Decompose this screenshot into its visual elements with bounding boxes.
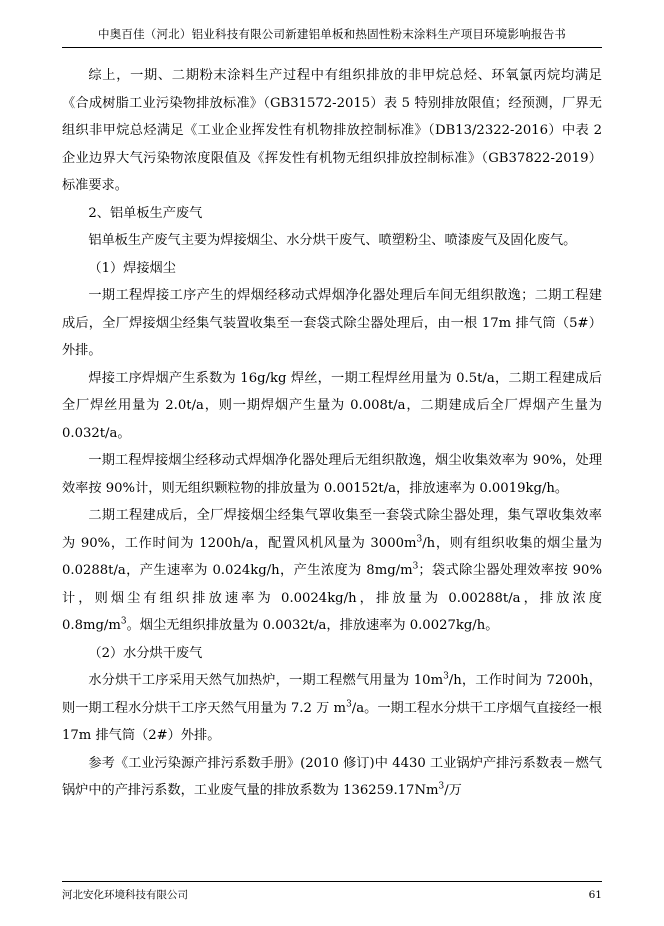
superscript: 3 — [443, 671, 449, 682]
text-segment: 水分烘干工序采用天然气加热炉，一期工程燃气用量为 10m — [88, 673, 444, 688]
footer-page-number: 61 — [588, 889, 602, 901]
superscript: 3 — [346, 699, 352, 710]
paragraph: 铝单板生产废气主要为焊接烟尘、水分烘干废气、喷塑粉尘、喷漆废气及固化废气。 — [88, 233, 577, 248]
text-segment: ；袋式除尘器处理效率按 90%计，则烟尘有组织排放速率为 0.0024kg/h，排放量为 0.00288t/a，排放浓度 0.8mg/m — [62, 563, 602, 633]
superscript: 3 — [412, 561, 419, 572]
paragraph-heading: 2、铝单板生产废气 — [88, 205, 203, 221]
document-body — [62, 62, 602, 805]
paragraph: 焊接工序焊烟产生系数为 16g/kg 焊丝，一期工程焊丝用量为 0.5t/a，二期工程建成后全厂焊丝用量为 2.0t/a，则一期焊烟产生量为 0.008t/a，二期建成后全厂焊烟产生量为 0.032t/a。 — [62, 370, 602, 441]
paragraph: 综上，一期、二期粉末涂料生产过程中有组织排放的非甲烷总烃、环氧氯丙烷均满足《合成树脂工业污染物排放标准》（GB31572-2015）表 5 特别排放限值；经预测，厂界无组织非甲烷总烃满足《工业企业挥发性有机物排放控制标准》（DB13/2322-2016）中表 2 企业边界大气污染物浓度限值及《挥发性有机物无组织排放控制标准》（GB37822-2019）标准要求。 — [62, 68, 602, 193]
page-header: 中奥百佳（河北）铝业科技有限公司新建铝单板和热固性粉末涂料生产项目环境影响报告书 — [62, 26, 602, 48]
paragraph-with-superscripts — [62, 502, 602, 640]
text-segment: 二期工程建成后，全厂焊接烟尘经集气罩收集至一套袋式除尘器处理，集气罩收集效率为 90%，工作时间为 1200h/a，配置风机风量为 3000m — [62, 508, 602, 551]
text-segment: 参考《工业污染源产排污系数手册》(2010 修订)中 4430 工业锅炉产排污系数表－燃气锅炉中的产排污系数，工业废气量的排放系数为 136259.17Nm — [62, 755, 602, 798]
text-segment: /h，工作时间为 7200h，则一期工程水分烘干工序天然气用量为 7.2 万 m — [62, 673, 602, 716]
paragraph-with-superscripts — [62, 750, 602, 805]
text-segment: /a。一期工程水分烘干工序烟气直接经一根 17m 排气筒（2#）外排。 — [62, 700, 602, 743]
paragraph-with-superscripts — [62, 667, 602, 750]
page-footer — [62, 881, 602, 902]
paragraph: 一期工程焊接烟尘经移动式焊烟净化器处理后无组织散逸，烟尘收集效率为 90%，处理效率按 90%计，则无组织颗粒物的排放量为 0.00152t/a，排放速率为 0.0019kg/h。 — [62, 453, 602, 496]
superscript: 3 — [120, 616, 127, 627]
text-segment: /h，则有组织收集的烟尘量为 0.0288t/a，产生速率为 0.024kg/h，产生浓度为 8mg/m — [62, 535, 603, 578]
text-segment: /万 — [444, 783, 462, 798]
superscript: 3 — [416, 534, 423, 545]
footer-company: 河北安化环境科技有限公司 — [62, 889, 188, 901]
text-segment: 。烟尘无组织排放量为 0.0032t/a，排放速率为 0.0027kg/h。 — [126, 618, 499, 633]
superscript: 3 — [438, 781, 445, 792]
paragraph-heading: （1）焊接烟尘 — [88, 260, 176, 276]
paragraph: 一期工程焊接工序产生的焊烟经移动式焊烟净化器处理后车间无组织散逸；二期工程建成后，全厂焊接烟尘经集气装置收集至一套袋式除尘器处理后，由一根 17m 排气筒（5#）外排。 — [62, 288, 602, 358]
paragraph-heading: （2）水分烘干废气 — [88, 645, 203, 661]
